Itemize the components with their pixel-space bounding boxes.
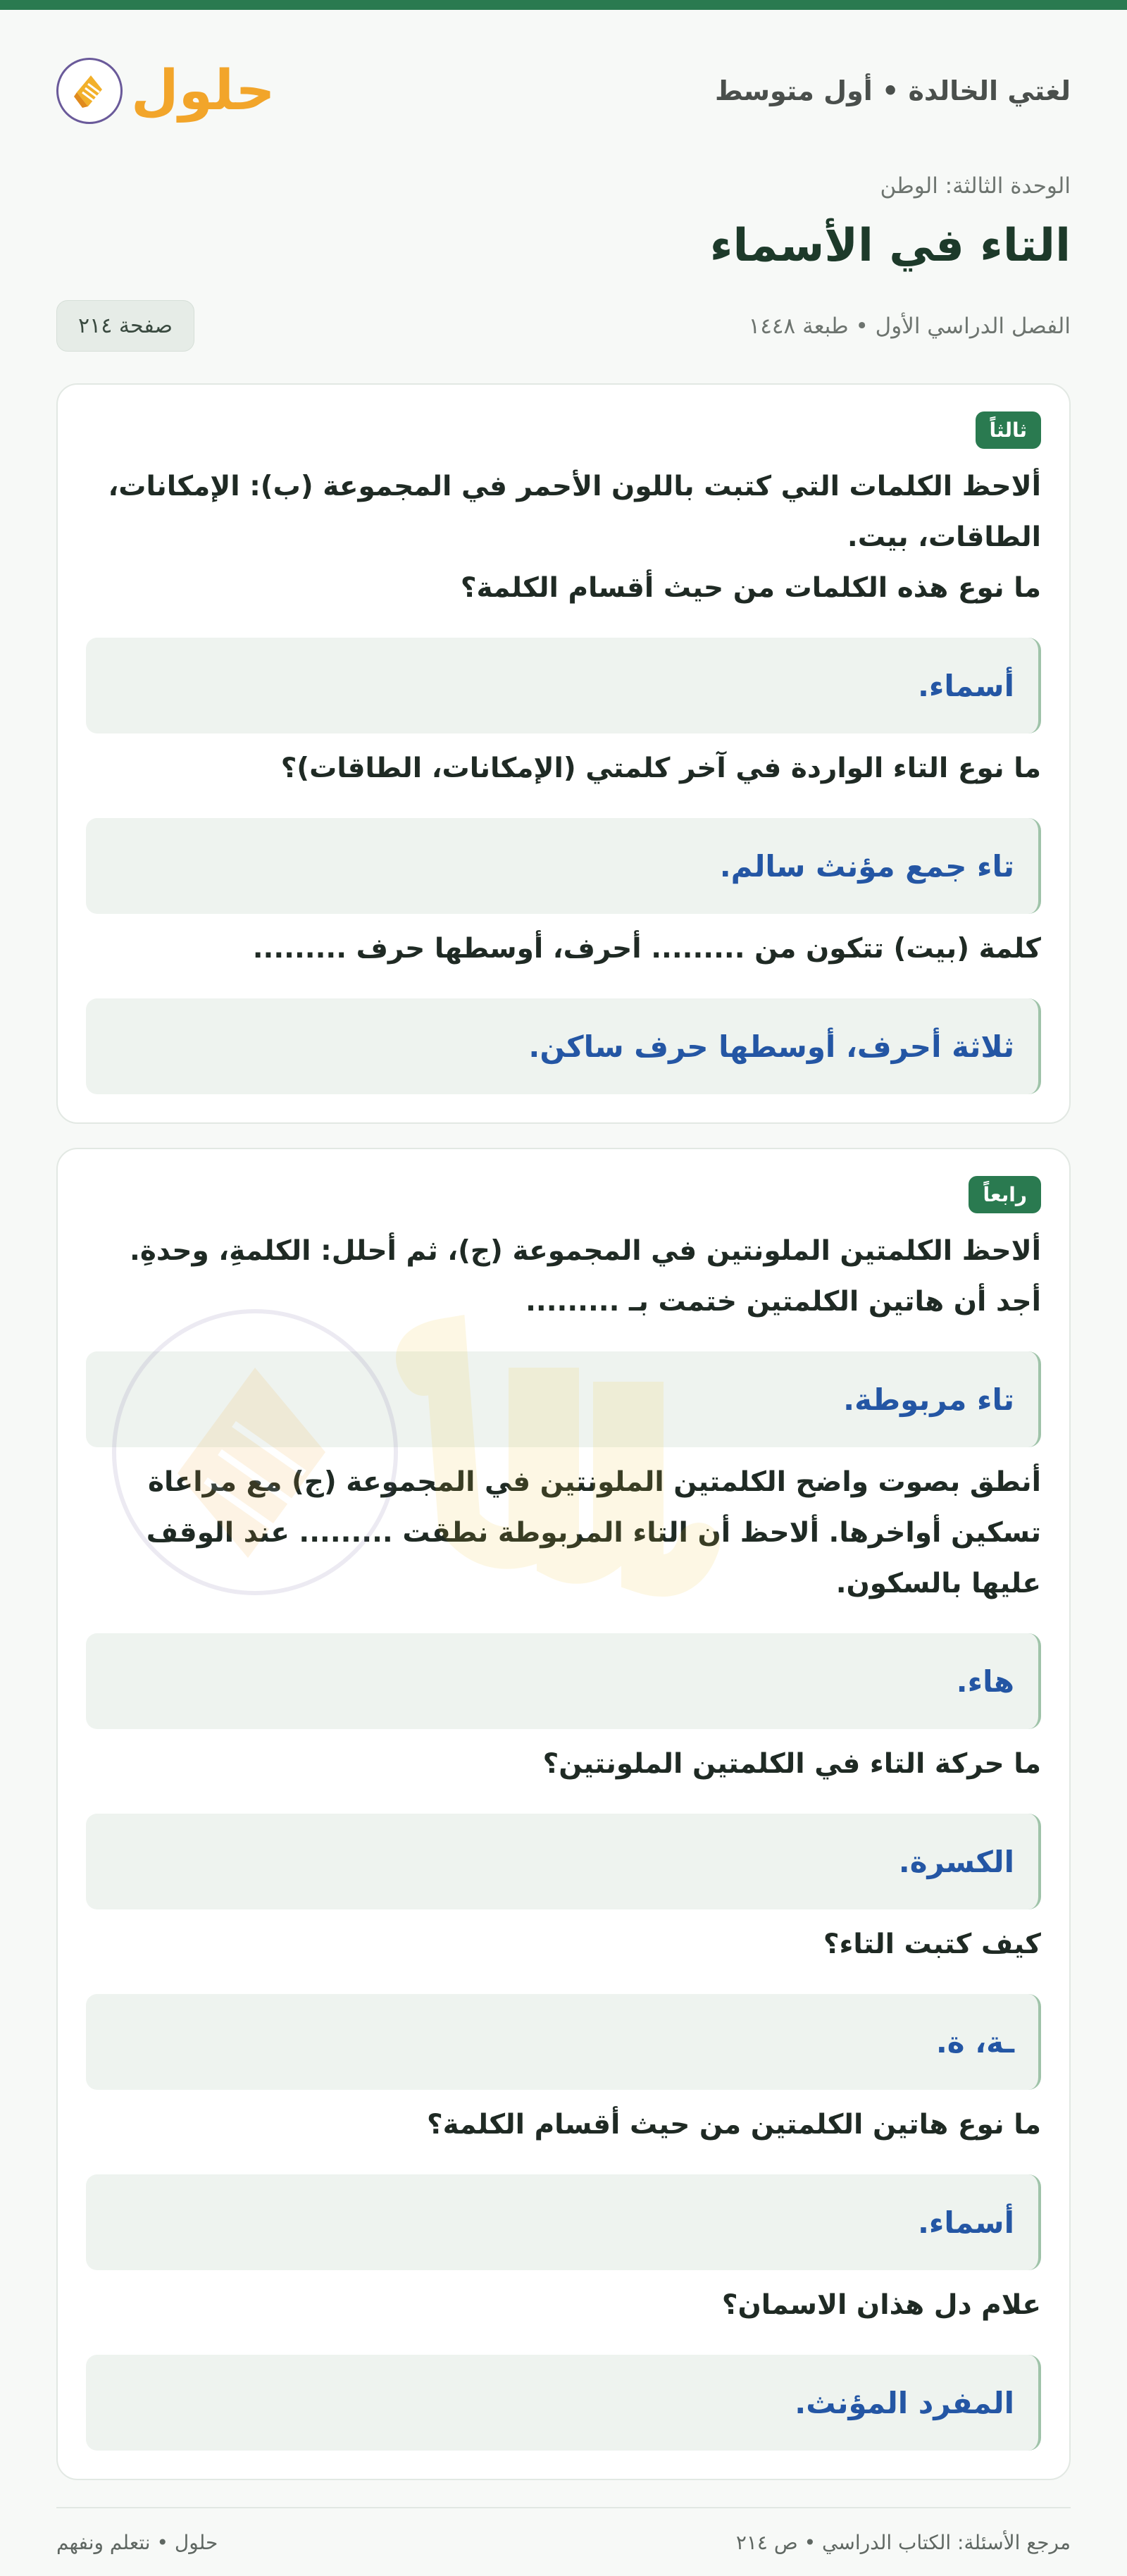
- footer-reference: مرجع الأسئلة: الكتاب الدراسي • ص ٢١٤: [735, 2530, 1071, 2554]
- answer-box: أسماء.: [86, 2174, 1041, 2270]
- page-footer: [56, 2507, 1071, 2576]
- question-text: كلمة (بيت) تتكون من ......... أحرف، أوسطها حرف .........: [252, 933, 1041, 965]
- page-content: [0, 10, 1127, 2576]
- answer-box: تاء جمع مؤنث سالم.: [86, 818, 1041, 914]
- site-logo[interactable]: [56, 58, 275, 124]
- answer-box: ثلاثة أحرف، أوسطها حرف ساكن.: [86, 998, 1041, 1094]
- question-text: ألاحظ الكلمتين الملونتين في المجموعة (ج)، ثم أحلل: الكلمةِ، وحدةِ. أجد أن هاتين الكلمتين ختمت بـ .........: [130, 1235, 1041, 1318]
- section-tag: ثالثاً: [976, 411, 1041, 449]
- question-text: ما حركة التاء في الكلمتين الملونتين؟: [542, 1748, 1041, 1780]
- top-accent-bar: [0, 0, 1127, 10]
- question-text: ألاحظ الكلمات التي كتبت باللون الأحمر في المجموعة (ب): الإمكانات، الطاقات، بيت. ما نوع هذه الكلمات من حيث أقسام الكلمة؟: [108, 471, 1041, 604]
- question-text: أنطق بصوت واضح الكلمتين الملونتين في المجموعة (ج) مع مراعاة تسكين أواخرها. ألاحظ أن التاء المربوطة نطقت ......... عند الوقف عليها بالسكون.: [146, 1466, 1041, 1599]
- page-number-badge: صفحة ٢١٤: [56, 300, 194, 352]
- footer-brand: حلول • نتعلم ونفهم: [56, 2530, 218, 2554]
- answer-box: ـة، ة.: [86, 1994, 1041, 2090]
- answer-box: أسماء.: [86, 638, 1041, 733]
- section-card: [56, 1148, 1071, 2480]
- question-text: ما نوع هاتين الكلمتين من حيث أقسام الكلمة؟: [426, 2109, 1041, 2141]
- logo-wordmark: حلول: [131, 59, 275, 123]
- page-header: [56, 10, 1071, 172]
- semester-edition: الفصل الدراسي الأول • طبعة ١٤٤٨: [748, 313, 1071, 339]
- book-title: لغتي الخالدة • أول متوسط: [714, 75, 1071, 106]
- unit-label: الوحدة الثالثة: الوطن: [880, 173, 1071, 199]
- lesson-meta: [56, 300, 1071, 352]
- answer-box: تاء مربوطة.: [86, 1351, 1041, 1447]
- question-text: علام دل هذان الاسمان؟: [721, 2289, 1041, 2321]
- answer-box: هاء.: [86, 1633, 1041, 1729]
- question-text: كيف كتبت التاء؟: [823, 1928, 1041, 1960]
- section-tag: رابعاً: [969, 1176, 1041, 1213]
- answer-box: الكسرة.: [86, 1814, 1041, 1909]
- lesson-title: التاء في الأسماء: [709, 220, 1071, 272]
- book-pen-icon: [56, 58, 123, 124]
- question-text: ما نوع التاء الواردة في آخر كلمتي (الإمكانات، الطاقات)؟: [280, 753, 1041, 784]
- section-card: [56, 383, 1071, 1124]
- answer-box: المفرد المؤنث.: [86, 2355, 1041, 2451]
